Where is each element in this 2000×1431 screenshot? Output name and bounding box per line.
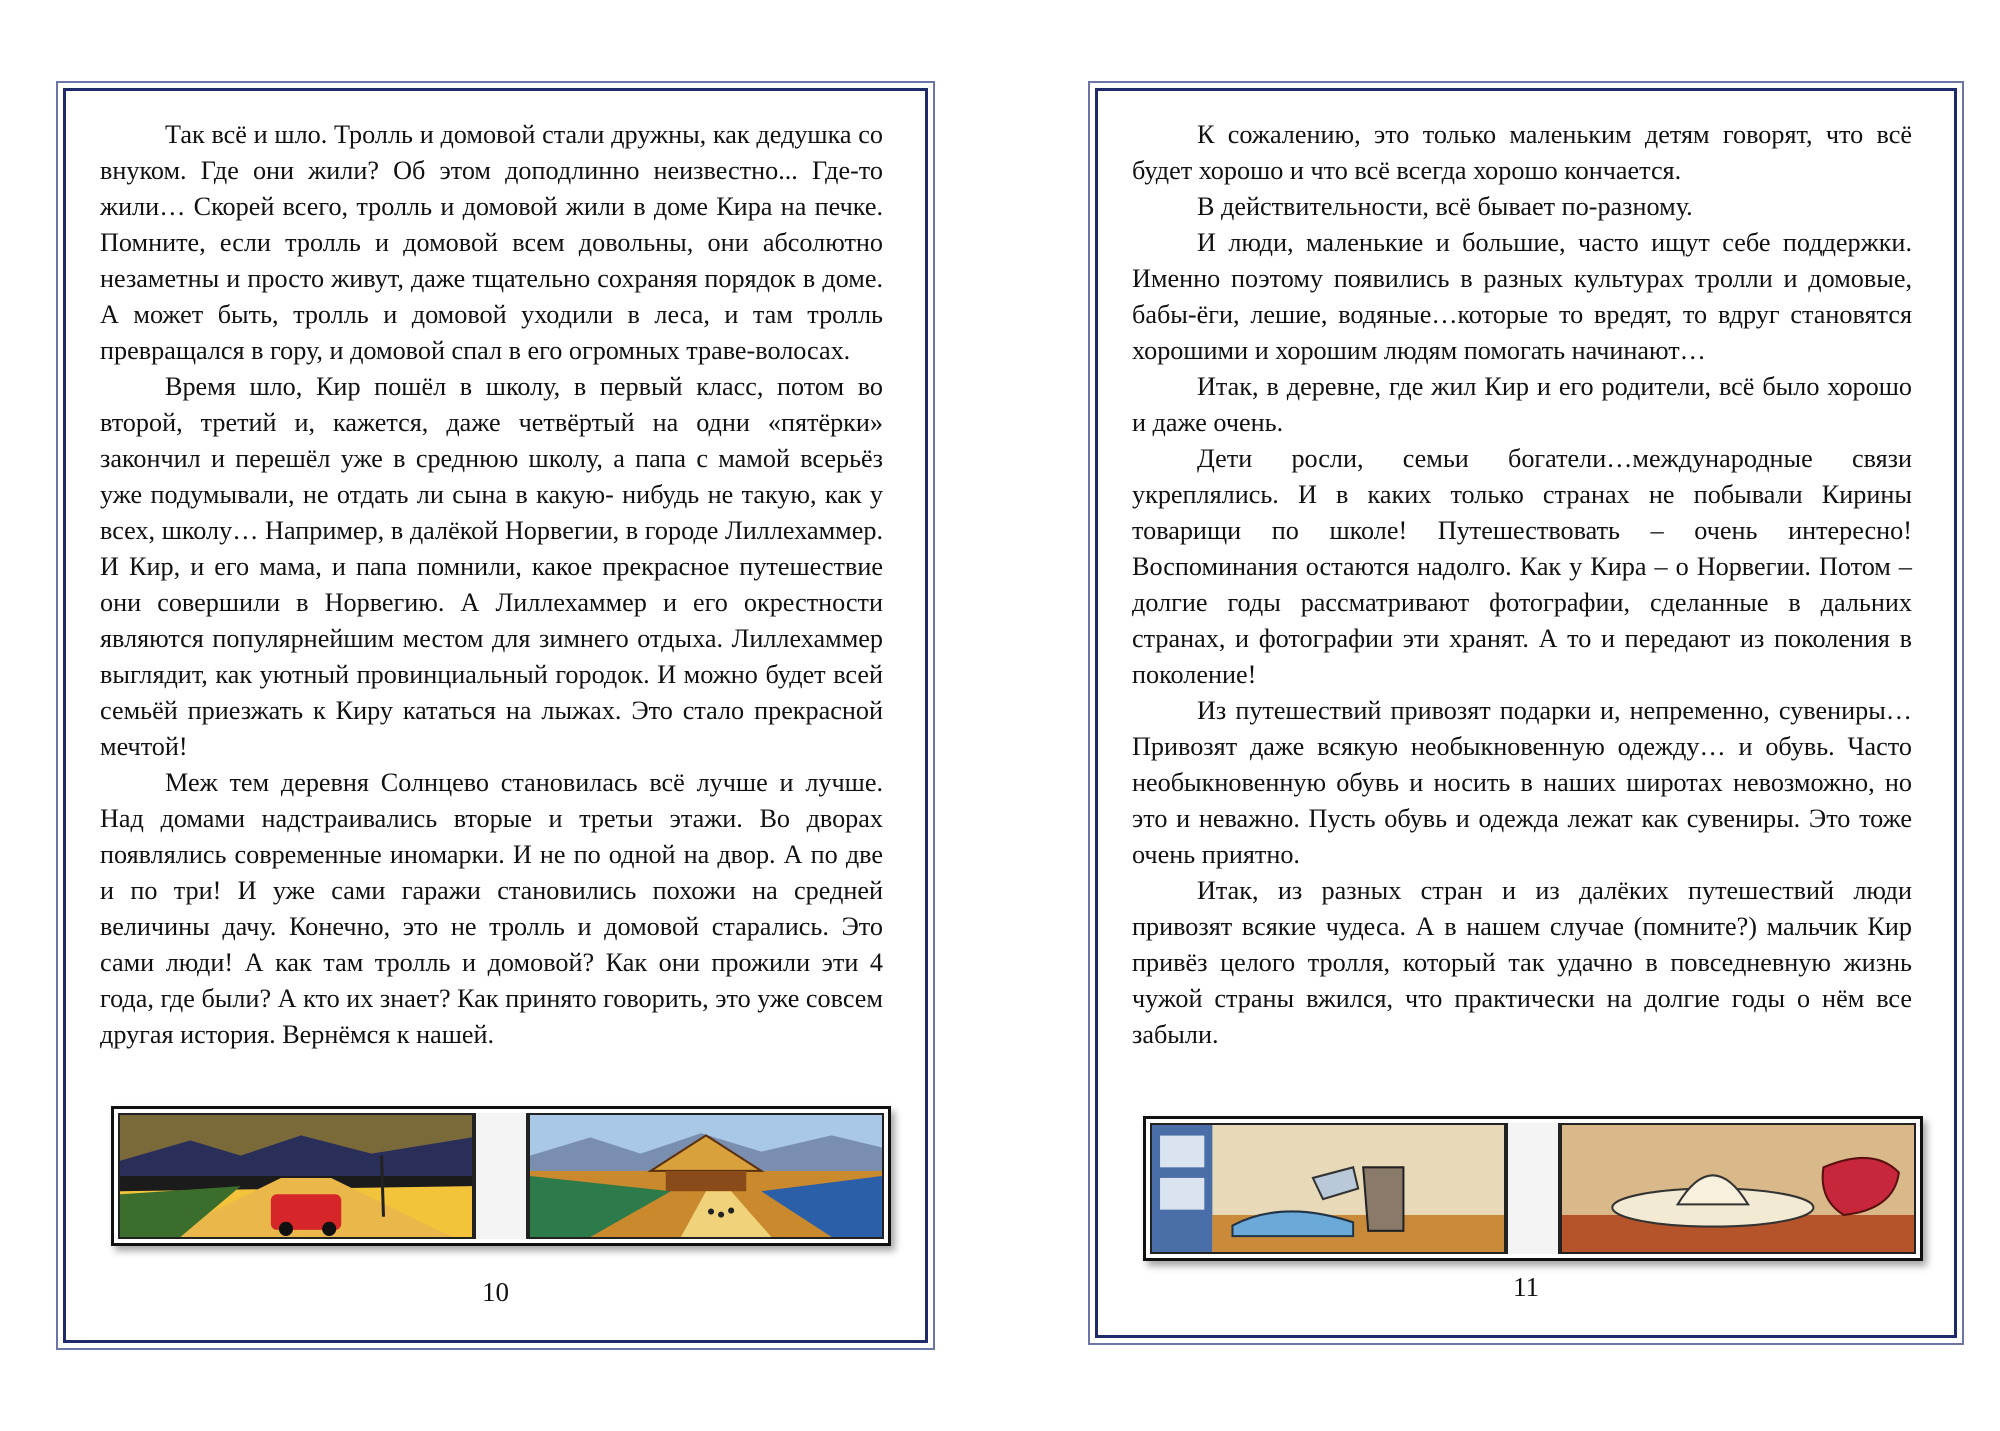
page-number: 10 [482, 1277, 509, 1307]
right-page-text [1132, 117, 1912, 1053]
paragraph: В действительности, всё бывает по-разному. [1197, 192, 1693, 221]
illustration-strip [111, 1106, 891, 1246]
paragraph: Итак, из разных стран и из далёких путешествий люди привозят всякие чудеса. А в нашем случае (помните?) мальчик Кир привёз целого тролля, который так удачно в повседневную жизнь чужой страны вжился, что практически на долгие годы о нём все забыли. [1132, 876, 1912, 1049]
left-page-text [100, 117, 883, 1053]
illustration-sombrero [1560, 1123, 1916, 1254]
panel-gap [474, 1113, 528, 1239]
paragraph: И люди, маленькие и большие, часто ищут себе поддержки. Именно поэтому появились в разных культурах тролли и домовые, бабы-ёги, лешие, водяные…которые то вредят, то вдруг становятся хорошими и хорошим людям помогать начинают… [1132, 228, 1912, 365]
paragraph: Меж тем деревня Солнцево становилась всё лучше и лучше. Над домами надстраивались вторые и третьи этажи. Во дворах появлялись современные иномарки. И не по одной на двор. А по две и по три! И уже сами гаражи становились похожи на средней величины дачу. Конечно, это не тролль и домовой старались. Это сами люди! А как там тролль и домовой? Как они прожили эти 4 года, где были? А кто их знает? Как принято говорить, это уже совсем другая история. Вернёмся к нашей. [100, 768, 883, 1049]
left-page [63, 88, 928, 1343]
illustration-town-square [528, 1113, 884, 1239]
paragraph: Так всё и шло. Тролль и домовой стали дружны, как дедушка со внуком. Где они жили? Об этом доподлинно неизвестно... Где-то жили… Скорей всего, тролль и домовой жили в доме Кира на печке. Помните, если тролль и домовой всем довольны, они абсолютно незаметны и просто живут, даже тщательно сохраняя порядок в доме. А может быть, тролль и домовой уходили в леса, и там тролль превращался в гору, и домовой спал в его огромных траве-волосах. [100, 120, 883, 365]
illustration-strip [1143, 1116, 1923, 1261]
panel-gap [1506, 1123, 1560, 1254]
paragraph: Дети росли, семьи богатели…международные связи укреплялись. И в каких только странах не побывали Кирины товарищи по школе! Путешествовать – очень интересно! Воспоминания остаются надолго. Как у Кира – о Норвегии. Потом – долгие годы рассматривают фотографии, сделанные в дальних странах, и фотографии эти хранят. А то и передают из поколения в поколение! [1132, 444, 1912, 689]
paragraph: Время шло, Кир пошёл в школу, в первый класс, потом во второй, третий и, кажется, даже четвёртый на одни «пятёрки» закончил и перешёл уже в среднюю школу, а папа с мамой всерьёз уже подумывали, не отдать ли сына в какую- нибудь не такую, как у всех, школу… Например, в далёкой Норвегии, в городе Лиллехаммер. И Кир, и его мама, и папа помнили, какое прекрасное путешествие они совершили в Норвегию. А Лиллехаммер и его окрестности являются популярнейшим местом для зимнего отдыха. Лиллехаммер выглядит, как уютный провинциальный городок. И можно будет всей семьёй приезжать к Киру кататься на лыжах. Это стало прекрасной мечтой! [100, 372, 883, 761]
page-number: 11 [1513, 1272, 1539, 1302]
illustration-shoes [1150, 1123, 1506, 1254]
paragraph: Из путешествий привозят подарки и, непременно, сувениры… Привозят даже всякую необыкновенную одежду… и обувь. Часто необыкновенную обувь и носить в наших широтах невозможно, но это и неважно. Пусть обувь и одежда лежат как сувениры. Это тоже очень приятно. [1132, 696, 1912, 869]
illustration-road-car [118, 1113, 474, 1239]
paragraph: Итак, в деревне, где жил Кир и его родители, всё было хорошо и даже очень. [1132, 372, 1912, 437]
paragraph: К сожалению, это только маленьким детям говорят, что всё будет хорошо и что всё всегда хорошо кончается. [1132, 120, 1912, 185]
right-page [1095, 88, 1957, 1338]
